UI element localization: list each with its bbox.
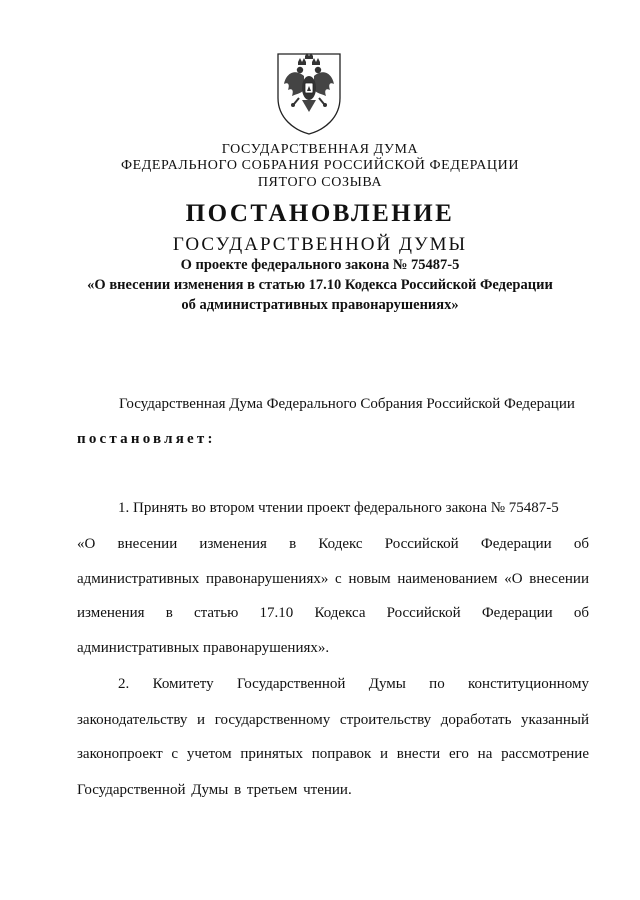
document-subtitle: ГОСУДАРСТВЕННОЙ ДУМЫ [172,234,468,255]
state-emblem-icon [274,50,344,136]
item2-line: Государственной Думы в третьем чтении. [77,782,352,798]
item1-line: изменения в статью 17.10 Кодекса Российской Федерации об [77,605,589,621]
bill-title-line-2: «О внесении изменения в статью 17.10 Кодекса Российской Федерации [87,277,553,293]
preamble-text: Государственная Дума Федерального Собрания Российской Федерации [119,396,575,412]
resolves-text: постановляет: [77,431,216,447]
item2-line: законопроект с учетом принятых поправок и внести его на рассмотрение [77,746,589,762]
org-line-assembly: ФЕДЕРАЛЬНОГО СОБРАНИЯ РОССИЙСКОЙ ФЕДЕРАЦИИ [120,158,520,173]
org-line-duma: ГОСУДАРСТВЕННАЯ ДУМА [221,142,419,157]
item1-line: административных правонарушениях» с новым наименованием «О внесении [77,571,589,587]
item1-line: 1. Принять во втором чтении проект федерального закона № 75487-5 [118,500,559,516]
item1-line: административных правонарушениях». [77,640,330,656]
item2-line: законодательству и государственному строительству доработать указанный [77,712,589,728]
item2-line: 2. Комитету Государственной Думы по конституционному [118,676,589,692]
document-title: ПОСТАНОВЛЕНИЕ [185,200,455,227]
bill-title-line-3: об административных правонарушениях» [181,297,459,313]
item1-line: «О внесении изменения в Кодекс Российской Федерации об [77,536,589,552]
bill-title-line-1: О проекте федерального закона № 75487-5 [180,257,460,273]
org-line-convocation: ПЯТОГО СОЗЫВА [257,175,383,190]
